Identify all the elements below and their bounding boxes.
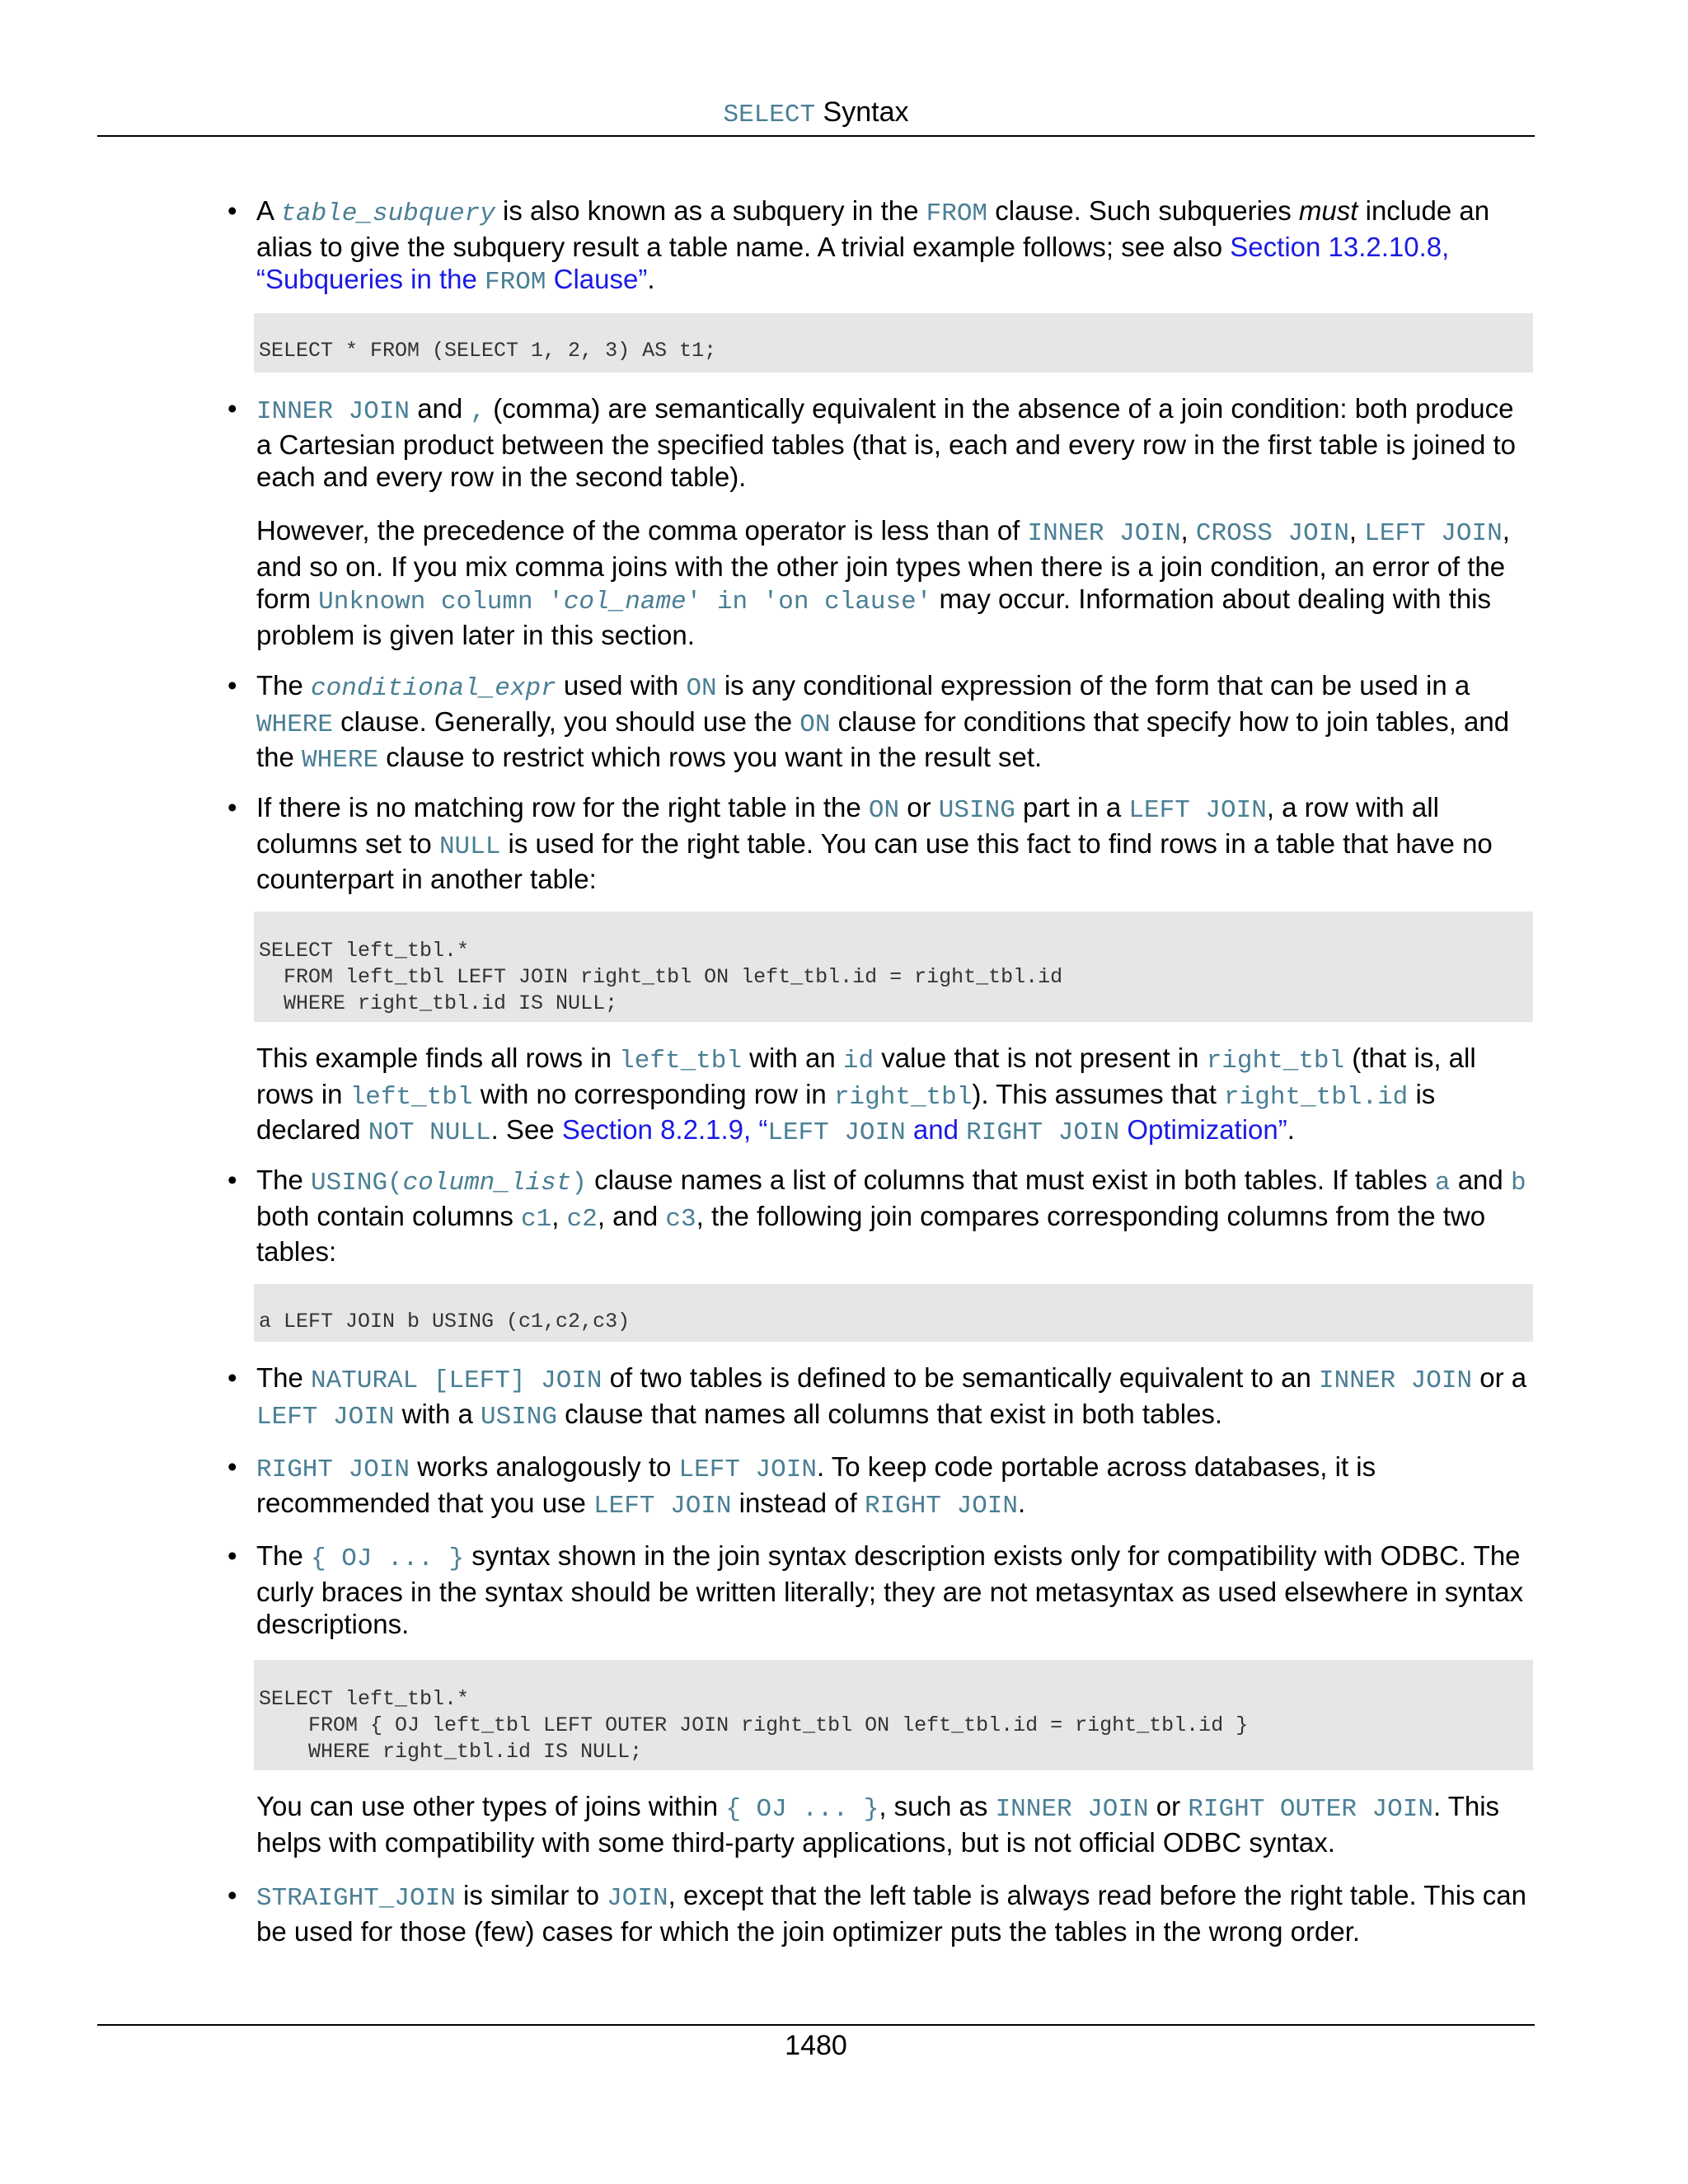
bullet-marker: • (227, 670, 237, 701)
code-block: SELECT left_tbl.* FROM { OJ left_tbl LEFT OUTER JOIN right_tbl ON left_tbl.id = right_tbl.id } WHERE right_tbl.id IS NULL; (254, 1660, 1533, 1770)
section-link-subqueries-from[interactable]: Section 13.2.10.8, “Subqueries in the FROM Clause” (256, 231, 1450, 297)
bullet-marker: • (227, 393, 237, 424)
bullet-marker: • (227, 792, 237, 823)
paragraph-oj-other-joins: You can use other types of joins within { OJ ... }, such as INNER JOIN or RIGHT OUTER JOIN. This helps with compatibility with some third-party applications, but is not official ODBC syntax. (256, 1791, 1500, 1858)
paragraph-left-join-example: This example finds all rows in left_tbl with an id value that is not present in right_tbl (that is, all rows in left_tbl with no corresponding row in right_tbl). This assumes that right_tbl.id is declared NOT NULL. See Section 8.2.1.9, “LEFT JOIN and RIGHT JOIN Optimization”. (256, 1043, 1476, 1147)
header-text: Syntax (815, 96, 909, 128)
list-item-oj-syntax: The { OJ ... } syntax shown in the join syntax description exists only for compatibility with ODBC. The curly braces in the syntax should be written literally; they are not metasyntax as used elsewhere in syntax descriptions. (256, 1540, 1524, 1639)
list-item-left-join-null: If there is no matching row for the right table in the ON or USING part in a LEFT JOIN, a row with all columns set to NULL is used for the right table. You can use this fact to find rows in a table that have no counterpart in another table: (256, 792, 1493, 894)
bullet-marker: • (227, 1880, 237, 1910)
header-code: SELECT (723, 101, 816, 129)
header-divider (97, 135, 1535, 137)
list-item-using-column-list: The USING(column_list) clause names a list of columns that must exist in both tables. If tables a and b both contain columns c1, c2, and c3, the following join compares corresponding columns from the two tables: (256, 1165, 1526, 1267)
list-item-conditional-expr: The conditional_expr used with ON is any conditional expression of the form that can be used in a WHERE clause. Generally, you should use the ON clause for conditions that specify how to join tables, and the WHERE clause to restrict which rows you want in the result set. (256, 670, 1510, 775)
code-block: SELECT left_tbl.* FROM left_tbl LEFT JOIN right_tbl ON left_tbl.id = right_tbl.id WHERE right_tbl.id IS NULL; (254, 912, 1533, 1022)
bullet-marker: • (227, 1165, 237, 1195)
bullet-marker: • (227, 1362, 237, 1393)
list-item-table-subquery: A table_subquery is also known as a subquery in the FROM clause. Such subqueries must include an alias to give the subquery result a table name. A trivial example follows; see also Section 13.2.10.8, “Subqueries in the FROM Clause”. (256, 195, 1490, 297)
list-item-natural-join: The NATURAL [LEFT] JOIN of two tables is defined to be semantically equivalent to an INNER JOIN or a LEFT JOIN with a USING clause that names all columns that exist in both tables. (256, 1362, 1527, 1432)
running-header (97, 96, 1535, 132)
section-link-join-optimization[interactable]: Section 8.2.1.9, “LEFT JOIN and RIGHT JOIN Optimization” (561, 1114, 1287, 1147)
bullet-marker: • (227, 195, 237, 226)
code-block: a LEFT JOIN b USING (c1,c2,c3) (254, 1284, 1533, 1342)
bullet-marker: • (227, 1540, 237, 1571)
list-item-straight-join: STRAIGHT_JOIN is similar to JOIN, except that the left table is always read before the right table. This can be used for those (few) cases for which the join optimizer puts the tables in the wrong order. (256, 1880, 1526, 1947)
footer-divider (97, 2024, 1535, 2026)
list-item-right-join: RIGHT JOIN works analogously to LEFT JOIN. To keep code portable across databases, it is recommended that you use LEFT JOIN instead of RIGHT JOIN. (256, 1451, 1376, 1521)
list-item-inner-join-comma: INNER JOIN and , (comma) are semantically equivalent in the absence of a join condition: both produce a Cartesian product between the specified tables (that is, each and every row in the first table is joined to each and every row in the second table). (256, 393, 1517, 492)
code-block: SELECT * FROM (SELECT 1, 2, 3) AS t1; (254, 313, 1533, 373)
bullet-marker: • (227, 1451, 237, 1482)
paragraph-comma-precedence: However, the precedence of the comma operator is less than of INNER JOIN, CROSS JOIN, LEFT JOIN, and so on. If you mix comma joins with the other join types when there is a join condition, an error of the form Unknown column 'col_name' in 'on clause' may occur. Information about dealing with this problem is given later in this section. (256, 515, 1510, 650)
page-number: 1480 (785, 2030, 847, 2061)
